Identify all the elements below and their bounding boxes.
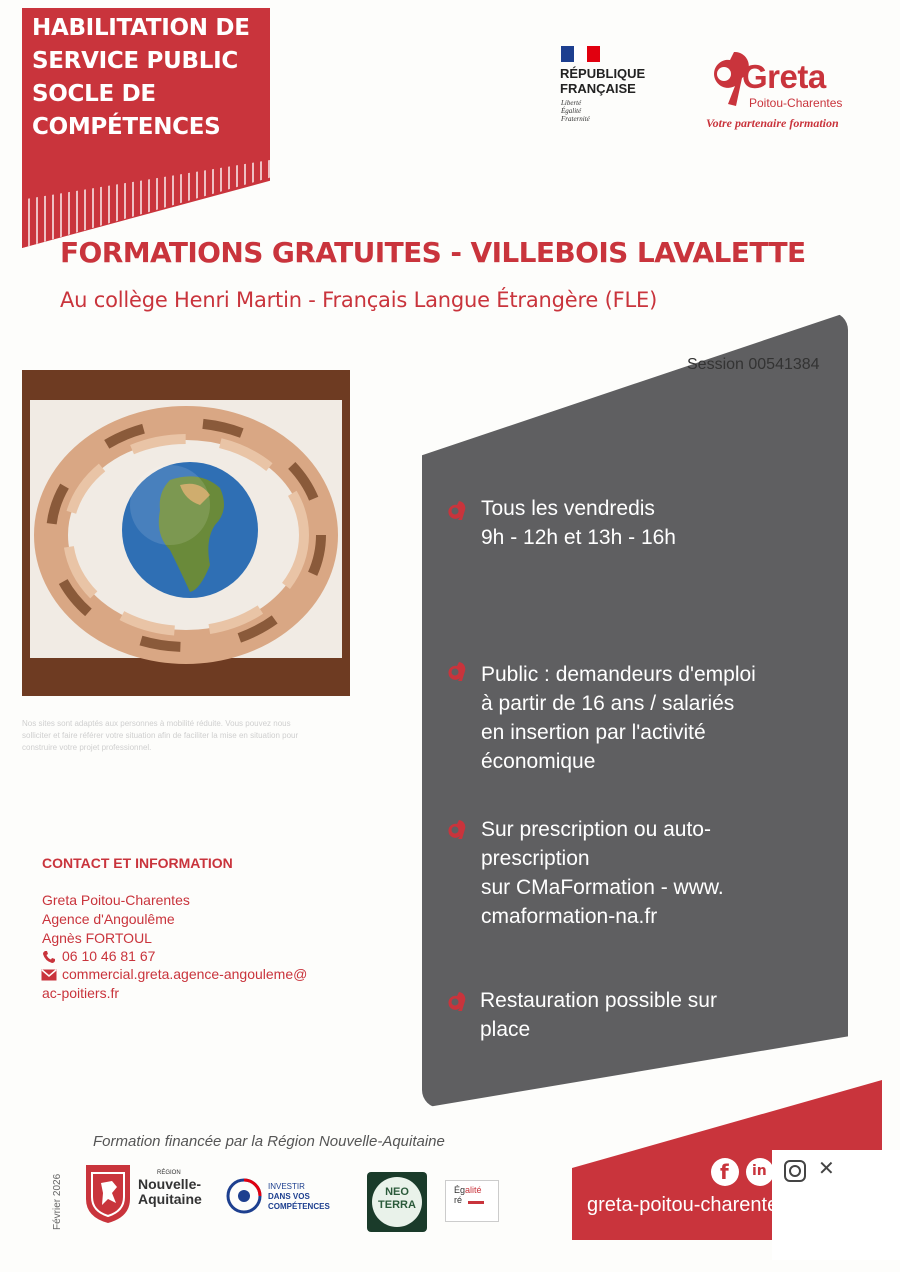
egalite-reelle-logo [445,1180,499,1222]
rf-title-line: RÉPUBLIQUE [560,66,646,81]
phone-icon [42,950,56,964]
website-clip [572,1190,807,1224]
panel-item-prescription [481,815,724,931]
rf-title-line: FRANÇAISE [560,81,636,96]
main-heading: FORMATIONS GRATUITES - VILLEBOIS LAVALETTE [60,236,806,269]
greta-bullet-icon [445,818,467,840]
contact-person: Agnès FORTOUL [42,930,152,946]
contact-email[interactable]: commercial.greta.agence-angouleme@ [62,966,308,982]
egalite-line: alité [465,1185,482,1195]
session-number: Session 00541384 [687,356,820,373]
date-stamp [48,1152,64,1232]
panel-line: Restauration possible sur [480,989,717,1012]
republique-francaise-title [560,66,645,96]
linkedin-icon[interactable] [746,1158,774,1186]
panel-line: en insertion par l'activité [481,721,706,744]
greta-bullet-icon [445,660,467,682]
linkedin-label: in [752,1163,767,1179]
greta-bullet-icon [445,990,467,1012]
region-shield-icon [84,1163,132,1225]
greta-bullet-icon [445,499,467,521]
panel-line: Sur prescription ou auto- [481,818,711,841]
panel-line: prescription [481,847,590,870]
region-small-label: RÉGION [157,1170,181,1176]
neo-terra-line: TERRA [378,1199,416,1211]
egalite-line: ré [454,1195,463,1205]
x-icon[interactable]: ✕ [818,1156,835,1180]
motto-line: Égalité [561,107,582,115]
greta-name: Greta [742,58,826,95]
hands-globe-photo [22,370,350,696]
neo-terra-line: NEO [385,1186,409,1198]
panel-line: sur CMaFormation - www. [481,876,724,899]
panel-item-schedule [481,494,676,552]
email-icon [41,969,57,981]
banner-line: HABILITATION DE [32,15,250,41]
republique-francaise-flag-icon [561,46,601,62]
panel-line: Public : demandeurs d'emploi [481,663,756,686]
panel-line: 9h - 12h et 13h - 16h [481,526,676,549]
panel-line: cmaformation-na.fr [481,905,658,928]
motto-line: Fraternité [561,115,590,123]
hands-globe-illustration [30,400,342,658]
greta-region: Poitou-Charentes [749,96,843,110]
panel-line: Tous les vendredis [481,497,655,520]
contact-phone[interactable]: 06 10 46 81 67 [62,948,156,964]
panel-line: économique [481,750,596,773]
greta-tagline: Votre partenaire formation [706,116,839,130]
region-name [138,1177,202,1207]
investir-line: COMPÉTENCES [268,1202,330,1211]
neo-terra-logo [367,1172,427,1232]
contact-org: Greta Poitou-Charentes [42,892,190,908]
banner-title [32,12,272,144]
funding-note: Formation financée par la Région Nouvelle-Aquitaine [93,1133,445,1150]
egalite-line: Ég [454,1185,466,1195]
republique-francaise-motto [561,99,590,123]
panel-item-restauration [480,986,717,1044]
date-text: Février 2026 [52,1173,63,1230]
panel-item-public [481,660,756,776]
region-name-line: Nouvelle- [138,1176,202,1192]
investir-line: INVESTIR [268,1182,305,1191]
investir-competences-logo-icon [225,1177,263,1215]
instagram-icon[interactable] [784,1160,806,1182]
panel-line: à partir de 16 ans / salariés [481,692,735,715]
investir-competences-text [268,1182,330,1212]
banner-line: SOCLE DE [32,81,156,107]
contact-email-domain[interactable]: ac-poitiers.fr [42,985,120,1001]
contact-agency: Agence d'Angoulême [42,911,175,927]
panel-line: place [480,1018,531,1041]
motto-line: Liberté [561,99,582,107]
facebook-icon[interactable]: f [711,1158,739,1186]
banner-line: SERVICE PUBLIC [32,48,238,74]
region-name-line: Aquitaine [138,1191,202,1207]
contact-heading: CONTACT ET INFORMATION [42,855,233,871]
greta-logo-icon [704,48,744,110]
investir-line: DANS VOS [268,1192,310,1201]
sub-heading: Au collège Henri Martin - Français Langue Étrangère (FLE) [60,288,658,312]
website-link[interactable]: greta-poitou-charentes.fr [587,1194,807,1216]
banner-line: COMPÉTENCES [32,114,221,140]
photo-caption: Nos sites sont adaptés aux personnes à mobilité réduite. Vous pouvez nous solliciter et faire référer votre situation afin de faciliter la mise en situation pour construire votre projet professionnel. [22,719,299,752]
